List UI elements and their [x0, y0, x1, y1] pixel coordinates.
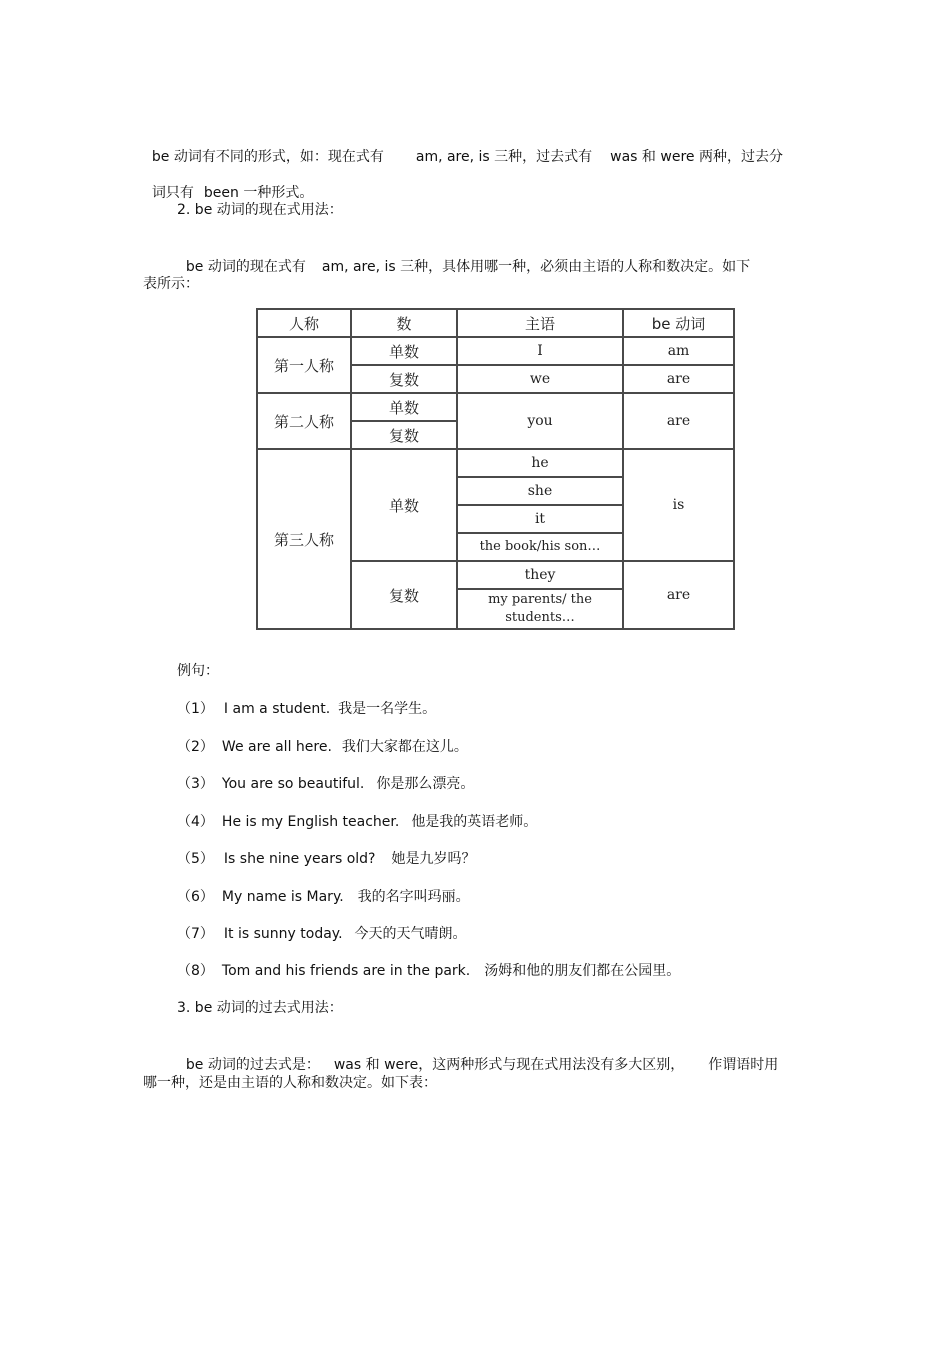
- example-chinese: 我的名字叫玛丽。: [357, 889, 470, 905]
- example-item: [177, 924, 467, 944]
- cell-be-are: are: [623, 365, 734, 393]
- example-item: [177, 887, 470, 907]
- example-number: （2）: [177, 739, 214, 755]
- intro-text: been 一种形式。: [203, 185, 314, 201]
- cell-subject-they: they: [457, 561, 623, 589]
- example-chinese: 我是一名学生。: [338, 701, 437, 717]
- cell-be-are: are: [623, 393, 734, 449]
- paragraph-text: am, are, is 三种，具体用哪一种，必须由主语的人称和数决定。如下: [321, 259, 751, 275]
- cell-subject-you: you: [457, 393, 623, 449]
- example-item: [177, 961, 680, 981]
- cell-subject-i: I: [457, 337, 623, 365]
- intro-line-2: [143, 163, 313, 203]
- intro-text: am, are, is 三种，过去式有: [415, 149, 593, 165]
- example-english: We are all here.: [221, 739, 332, 755]
- paragraph-text: 作谓语时用: [708, 1057, 779, 1073]
- cell-first-person: 第一人称: [257, 337, 351, 393]
- examples-label: 例句：: [177, 663, 219, 679]
- example-chinese: 今天的天气晴朗。: [354, 926, 467, 942]
- section-2-paragraph: [177, 237, 750, 277]
- cell-subject-we: we: [457, 365, 623, 393]
- cell-be-am: am: [623, 337, 734, 365]
- cell-be-is: is: [623, 449, 734, 561]
- table-row: [257, 393, 734, 421]
- cell-singular: 单数: [351, 393, 457, 421]
- section-3-heading: 3. be 动词的过去式用法：: [177, 1000, 343, 1016]
- be-verb-present-table: [256, 308, 735, 630]
- example-number: （5）: [177, 851, 214, 867]
- cell-plural: 复数: [351, 421, 457, 449]
- section-3-paragraph-cont: 哪一种，还是由主语的人称和数决定。如下表：: [143, 1075, 437, 1091]
- cell-singular: 单数: [351, 337, 457, 365]
- example-item: [177, 737, 468, 757]
- example-chinese: 她是九岁吗？: [391, 851, 476, 867]
- table-row: [257, 449, 734, 477]
- intro-text: 词只有: [151, 185, 194, 201]
- example-number: （8）: [177, 963, 214, 979]
- cell-subject-she: she: [457, 477, 623, 505]
- header-number: 数: [351, 309, 457, 337]
- paragraph-text: be 动词的现在式有: [185, 259, 306, 275]
- example-chinese: 汤姆和他的朋友们都在公园里。: [484, 963, 681, 979]
- cell-subject-it: it: [457, 505, 623, 533]
- cell-subject-parents: my parents/ the students…: [457, 589, 623, 629]
- cell-subject-he: he: [457, 449, 623, 477]
- table-header-row: [257, 309, 734, 337]
- intro-line-1: [143, 127, 783, 167]
- header-person: 人称: [257, 309, 351, 337]
- header-be-verb: be 动词: [623, 309, 734, 337]
- cell-subject-book: the book/his son…: [457, 533, 623, 561]
- header-subject: 主语: [457, 309, 623, 337]
- example-english: Tom and his friends are in the park.: [221, 963, 471, 979]
- example-number: （1）: [177, 701, 214, 717]
- paragraph-text: was 和 were，这两种形式与现在式用法没有多大区别，: [333, 1057, 685, 1073]
- example-english: My name is Mary.: [221, 889, 344, 905]
- example-number: （7）: [177, 926, 214, 942]
- example-chinese: 他是我的英语老师。: [411, 814, 538, 830]
- example-item: [177, 774, 474, 794]
- cell-singular: 单数: [351, 449, 457, 561]
- intro-text: was 和 were 两种，过去分: [610, 149, 783, 165]
- section-2-heading: 2. be 动词的现在式用法：: [177, 202, 343, 218]
- example-chinese: 你是那么漂亮。: [376, 776, 475, 792]
- example-english: He is my English teacher.: [221, 814, 400, 830]
- paragraph-text: be 动词的过去式是：: [185, 1057, 320, 1073]
- cell-third-person: 第三人称: [257, 449, 351, 629]
- cell-be-are: are: [623, 561, 734, 629]
- example-number: （4）: [177, 814, 214, 830]
- section-3-paragraph: [177, 1035, 778, 1075]
- cell-plural: 复数: [351, 561, 457, 629]
- example-item: [177, 699, 436, 719]
- section-2-paragraph-cont: 表所示：: [143, 276, 199, 292]
- example-item: [177, 812, 537, 832]
- example-english: Is she nine years old?: [223, 851, 376, 867]
- example-english: You are so beautiful.: [221, 776, 365, 792]
- cell-plural: 复数: [351, 365, 457, 393]
- table-row: [257, 337, 734, 365]
- example-english: I am a student.: [223, 701, 331, 717]
- example-number: （3）: [177, 776, 214, 792]
- intro-text: be 动词有不同的形式，如：现在式有: [151, 149, 384, 165]
- example-item: [177, 849, 475, 869]
- example-english: It is sunny today.: [223, 926, 343, 942]
- example-number: （6）: [177, 889, 214, 905]
- cell-second-person: 第二人称: [257, 393, 351, 449]
- example-chinese: 我们大家都在这儿。: [341, 739, 468, 755]
